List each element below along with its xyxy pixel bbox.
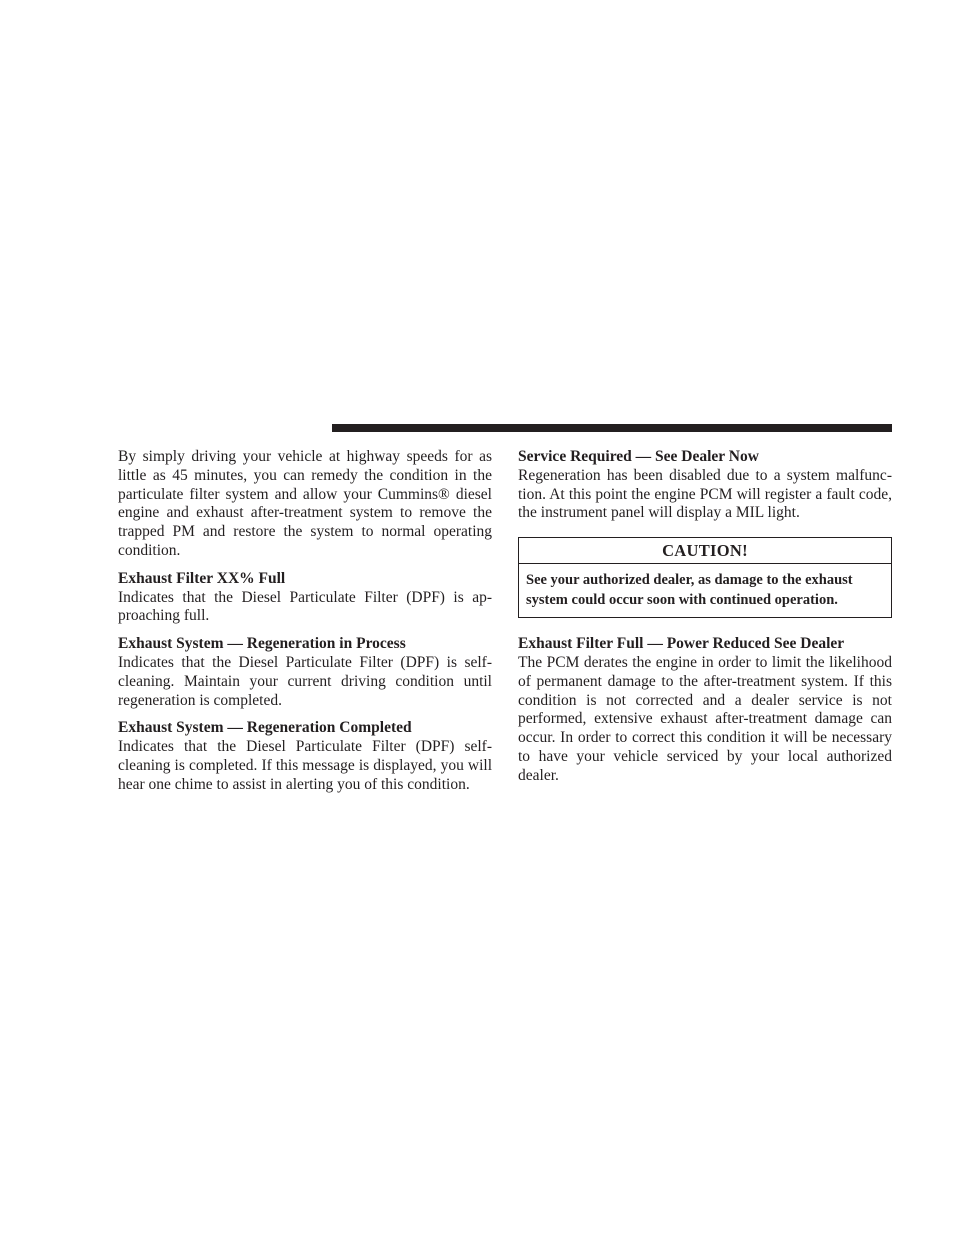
section-regeneration-completed (118, 719, 492, 794)
section-heading: Exhaust Filter XX% Full (118, 569, 286, 587)
section-exhaust-filter-xx-full (118, 570, 492, 626)
right-column (518, 448, 892, 786)
section-body: Indicates that the Diesel Particulate Filter (DPF) is self-cleaning. Maintain your current driving condition until regeneration is completed. (118, 653, 492, 709)
section-body: The PCM derates the engine in order to limit the likelihood of permanent damage to the after-treatment system. If this condition is not corrected and a dealer service is not performed, extensive exhaust after-treatment damage can occur. In order to correct this condition it will be necessary to have your vehicle serviced by your local authorized dealer. (518, 653, 892, 784)
intro-block (118, 448, 492, 561)
caution-box (518, 537, 892, 618)
section-body: Regeneration has been disabled due to a system malfunction. At this point the engine PCM will register a fault code, the instrument panel will display a MIL light. (518, 466, 892, 522)
header-rule (332, 424, 892, 432)
section-body: Indicates that the Diesel Particulate Filter (DPF) is approaching full. (118, 588, 492, 625)
section-exhaust-filter-full (518, 635, 892, 785)
section-service-required (518, 448, 892, 523)
section-body: Indicates that the Diesel Particulate Filter (DPF) self-cleaning is completed. If this message is displayed, you will hear one chime to assist in alerting you of this condition. (118, 738, 492, 793)
caution-body: See your authorized dealer, as damage to the exhaust system could occur soon with continued operation. (526, 572, 853, 608)
section-regeneration-in-process (118, 635, 492, 710)
section-heading: Service Required — See Dealer Now (518, 448, 759, 465)
left-column (118, 448, 492, 804)
intro-paragraph: By simply driving your vehicle at highway speeds for as little as 45 minutes, you can remedy the condition in the particulate filter system and allow your Cummins® diesel engine and exhaust after-treatment system to remove the trapped PM and restore the system to normal operating condition. (118, 448, 492, 559)
section-heading: Exhaust System — Regeneration Completed (118, 719, 412, 737)
caution-title: CAUTION! (519, 538, 891, 564)
section-heading: Exhaust Filter Full — Power Reduced See Dealer (518, 635, 845, 653)
section-heading: Exhaust System — Regeneration in Process (118, 635, 406, 653)
